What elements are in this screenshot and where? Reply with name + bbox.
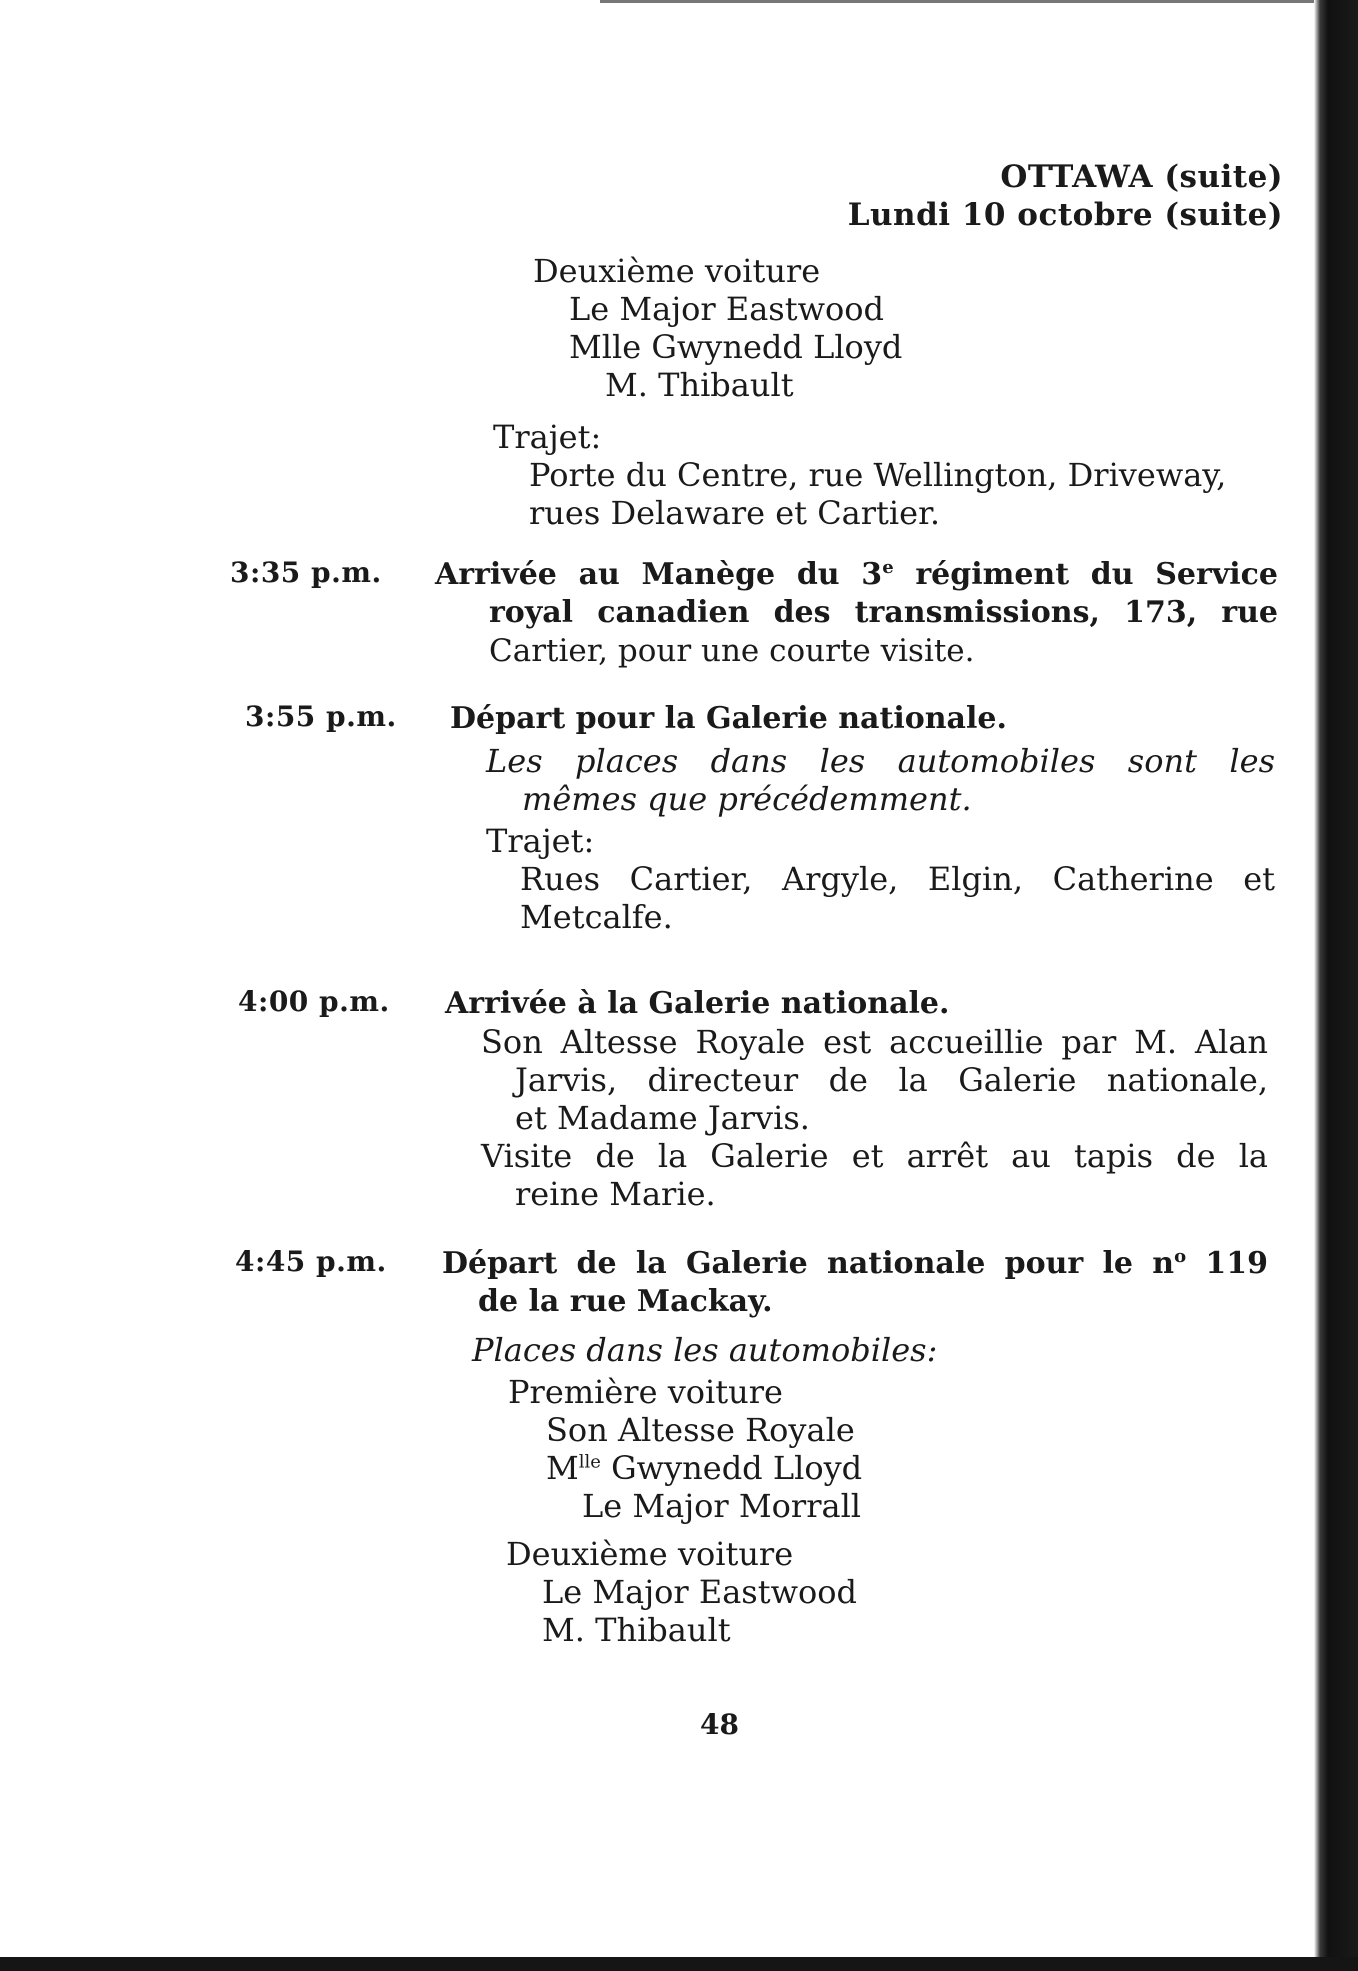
entry-body: [445, 985, 1268, 1213]
entry-paragraph: et Madame Jarvis.: [515, 1099, 810, 1137]
entry-time: 4:00 p.m.: [238, 985, 390, 1018]
passenger: Mlle Gwynedd Lloyd: [569, 328, 903, 366]
entry-title: Départ pour la Galerie nationale.: [450, 701, 1007, 736]
entry-title: Arrivée à la Galerie nationale.: [445, 986, 950, 1021]
entry-title: de la rue Mackay.: [478, 1284, 773, 1319]
entry-title: Départ de la Galerie nationale pour le $n^o$ 119: [442, 1246, 1268, 1281]
passenger: Le Major Morrall: [582, 1487, 862, 1525]
passenger: Le Major Eastwood: [542, 1573, 857, 1611]
car-label: Deuxième voiture: [506, 1535, 794, 1573]
page-number: 48: [700, 1708, 739, 1741]
page-top-edge: [600, 0, 1358, 3]
running-header: [848, 158, 1283, 234]
entry-time: 3:35 p.m.: [230, 556, 382, 589]
intro-route-block: [493, 418, 1283, 532]
passenger: Le Major Eastwood: [569, 290, 884, 328]
route-line: Metcalfe.: [520, 898, 673, 936]
route-line: rues Delaware et Cartier.: [529, 494, 941, 532]
entry-line: Arrivée au Manège du 3e régiment du Service: [435, 557, 1279, 592]
car-label: Première voiture: [508, 1373, 783, 1411]
route-line: Porte du Centre, rue Wellington, Driveway,: [529, 456, 1227, 494]
entry-body: [435, 556, 1278, 670]
entry-paragraph: Jarvis, directeur de la Galerie nationale,: [515, 1061, 1268, 1099]
route-label: Trajet:: [493, 418, 602, 456]
entry-paragraph: reine Marie.: [515, 1175, 716, 1213]
passenger: Son Altesse Royale: [546, 1411, 855, 1449]
header-location: OTTAWA (suite): [1000, 159, 1283, 195]
entry-note: mêmes que précédemment.: [522, 780, 972, 818]
entry-line: Cartier, pour une courte visite.: [489, 633, 975, 669]
page-bottom-edge: [0, 1957, 1358, 1971]
entry-line: royal canadien des transmissions, 173, rue: [489, 595, 1278, 630]
route-line: Rues Cartier, Argyle, Elgin, Catherine et: [520, 860, 1275, 898]
entry-body: [442, 1245, 1268, 1649]
entry-body: [450, 700, 1275, 936]
entry-paragraph: Visite de la Galerie et arrêt au tapis de la: [481, 1137, 1268, 1175]
passenger: M. Thibault: [542, 1611, 731, 1649]
car-label: Deuxième voiture: [533, 252, 821, 290]
page-right-edge: [1314, 0, 1358, 1971]
route-label: Trajet:: [486, 822, 595, 860]
header-date: Lundi 10 octobre (suite): [847, 197, 1283, 233]
places-label: Places dans les automobiles:: [472, 1331, 938, 1369]
passenger: M. Thibault: [605, 366, 794, 404]
entry-time: 3:55 p.m.: [245, 700, 397, 733]
entry-note: Les places dans les automobiles sont les: [486, 742, 1275, 780]
entry-time: 4:45 p.m.: [235, 1245, 387, 1278]
intro-car-block: [533, 252, 902, 404]
entry-paragraph: Son Altesse Royale est accueillie par M. Alan: [481, 1023, 1268, 1061]
passenger: $M^{lle}$ Gwynedd Lloyd: [546, 1449, 863, 1487]
